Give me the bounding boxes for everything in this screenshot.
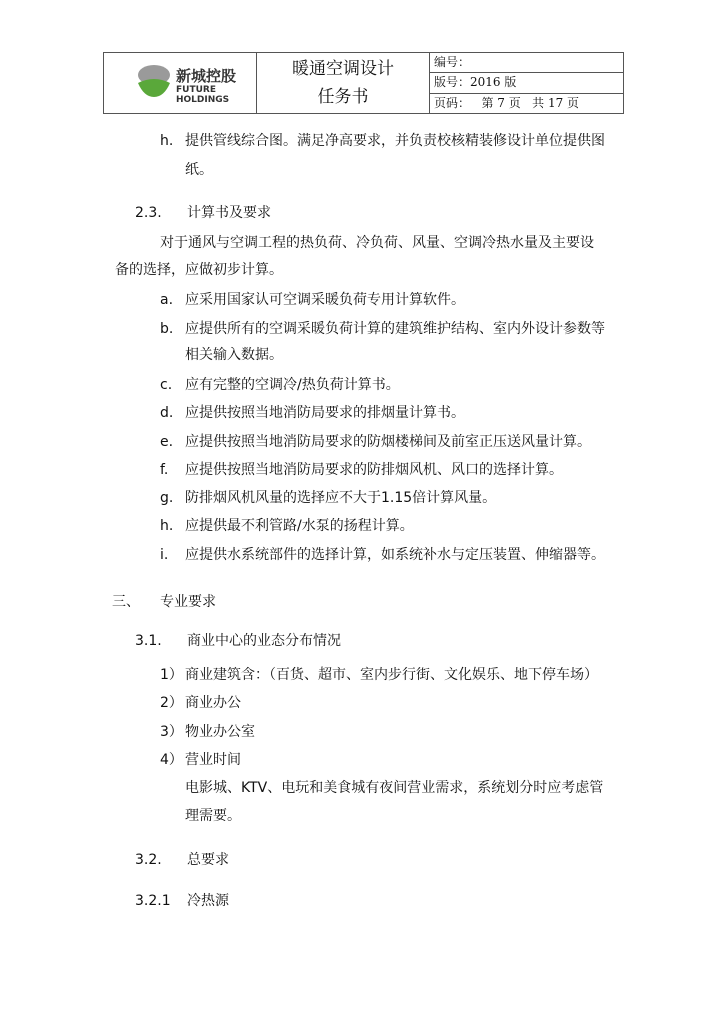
logo-cn: 新城控股 [176, 67, 237, 85]
list-marker: d. [160, 405, 174, 421]
list-marker: b. [160, 321, 174, 337]
list-marker: e. [160, 434, 174, 450]
list-marker: 3.2. [135, 852, 162, 868]
logo-en [176, 85, 229, 105]
text-line: 营业时间 [185, 752, 241, 768]
logo-en1: FUTURE [176, 85, 216, 95]
document-meta [430, 53, 623, 113]
text-line: 应提供按照当地消防局要求的排烟量计算书。 [185, 405, 465, 421]
text-line: 专业要求 [160, 594, 216, 610]
text-line: 应提供最不利管路/水泵的扬程计算。 [185, 518, 414, 534]
text-line: 物业办公室 [185, 724, 255, 740]
text-line: 应提供水系统部件的选择计算，如系统补水与定压装置、伸缩器等。 [185, 547, 605, 563]
text-line: 对于通风与空调工程的热负荷、冷负荷、风量、空调冷热水量及主要设 [160, 235, 594, 251]
text-line: 提供管线综合图。满足净高要求，并负责校核精装修设计单位提供图 [185, 133, 605, 149]
list-marker: 1） [160, 667, 183, 683]
text-line: 总要求 [187, 852, 229, 868]
list-marker: 3.2.1 [135, 893, 171, 909]
text-line: 应提供所有的空调采暖负荷计算的建筑维护结构、室内外设计参数等 [185, 321, 605, 337]
list-marker: 3） [160, 724, 183, 740]
doc-code: 编号： [430, 53, 623, 73]
text-line: 计算书及要求 [187, 205, 271, 221]
company-logo [104, 53, 257, 113]
list-marker: i. [160, 547, 169, 563]
text-line: 应提供按照当地消防局要求的防排烟风机、风口的选择计算。 [185, 462, 563, 478]
text-line: 冷热源 [187, 893, 229, 909]
text-line: 应提供按照当地消防局要求的防烟楼梯间及前室正压送风量计算。 [185, 434, 591, 450]
text-line: 电影城、KTV、电玩和美食城有夜间营业需求，系统划分时应考虑管 [185, 780, 604, 796]
text-line: 防排烟风机风量的选择应不大于1.15倍计算风量。 [185, 490, 497, 506]
text-line: 应采用国家认可空调采暖负荷专用计算软件。 [185, 292, 465, 308]
list-marker: 2.3. [135, 205, 162, 221]
text-line: 应有完整的空调冷/热负荷计算书。 [185, 377, 400, 393]
text-line: 商业建筑含：（百货、超市、室内步行街、文化娱乐、地下停车场） [185, 667, 598, 683]
list-marker: a. [160, 292, 174, 308]
document-header [103, 52, 624, 114]
logo-icon [134, 61, 174, 101]
text-line: 纸。 [185, 162, 213, 178]
doc-page-number: 页码： 第 7 页 共 17 页 [434, 95, 580, 110]
list-marker: 3.1. [135, 633, 162, 649]
text-line: 备的选择，应做初步计算。 [115, 262, 283, 278]
list-marker: f. [160, 462, 169, 478]
text-line: 商业中心的业态分布情况 [187, 633, 341, 649]
text-line: 理需要。 [185, 808, 241, 824]
list-marker: h. [160, 133, 174, 149]
list-marker: 4） [160, 752, 183, 768]
logo-en2: HOLDINGS [176, 95, 230, 105]
text-line: 商业办公 [185, 695, 241, 711]
doc-version: 版号：2016 版 [430, 73, 623, 93]
list-marker: 2） [160, 695, 183, 711]
list-marker: c. [160, 377, 173, 393]
document-title [257, 53, 430, 113]
title-line1: 暖通空调设计 [292, 59, 394, 79]
text-line: 相关输入数据。 [185, 347, 283, 363]
list-marker: g. [160, 490, 174, 506]
title-line2: 任务书 [317, 87, 369, 107]
list-marker: 三、 [112, 594, 140, 610]
list-marker: h. [160, 518, 174, 534]
